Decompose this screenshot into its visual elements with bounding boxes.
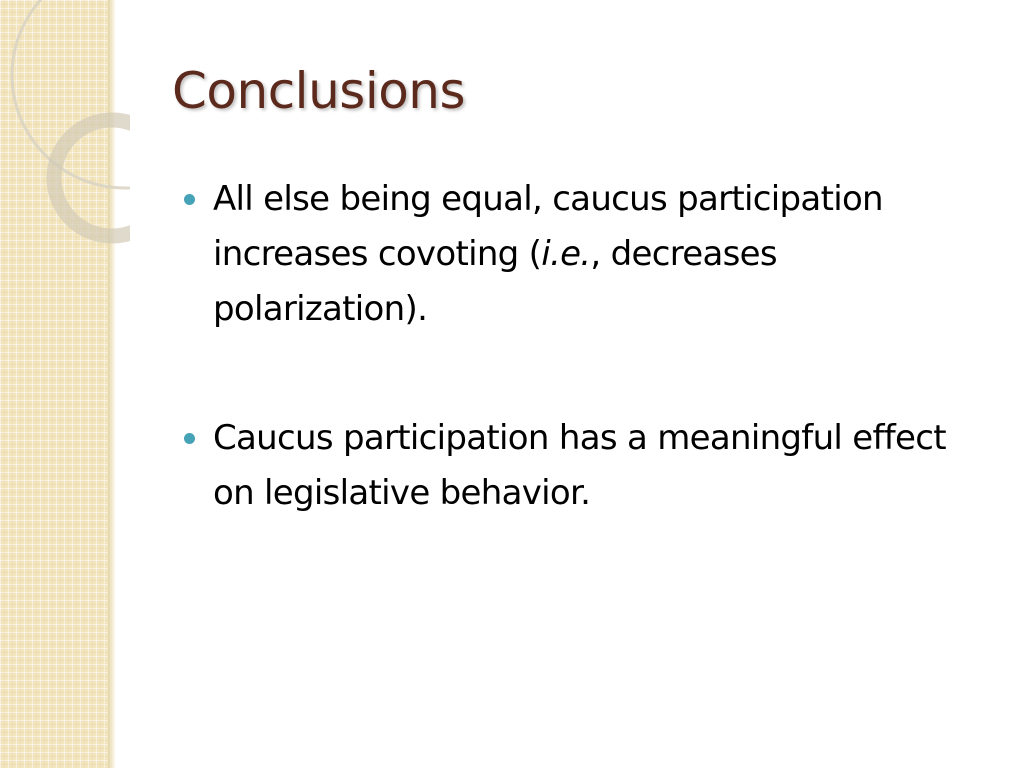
bullet-text-emphasis: i.e. [541, 234, 591, 274]
bullet-text-end: , decreases polarization). [213, 234, 777, 329]
bullet-item [184, 411, 984, 521]
upper-ring [12, 0, 130, 188]
decorative-rings [0, 0, 130, 300]
lower-ring [54, 120, 130, 236]
slide-title: Conclusions [172, 62, 466, 120]
bullet-icon [184, 194, 195, 205]
bullet-text: Caucus participation has a meaningful effect on legislative behavior. [213, 418, 946, 513]
bullet-item [184, 172, 984, 337]
bullet-list [184, 172, 984, 521]
bullet-icon [184, 433, 195, 444]
bullet-text-start: All else being equal, caucus participation increases covoting ( [213, 179, 883, 274]
